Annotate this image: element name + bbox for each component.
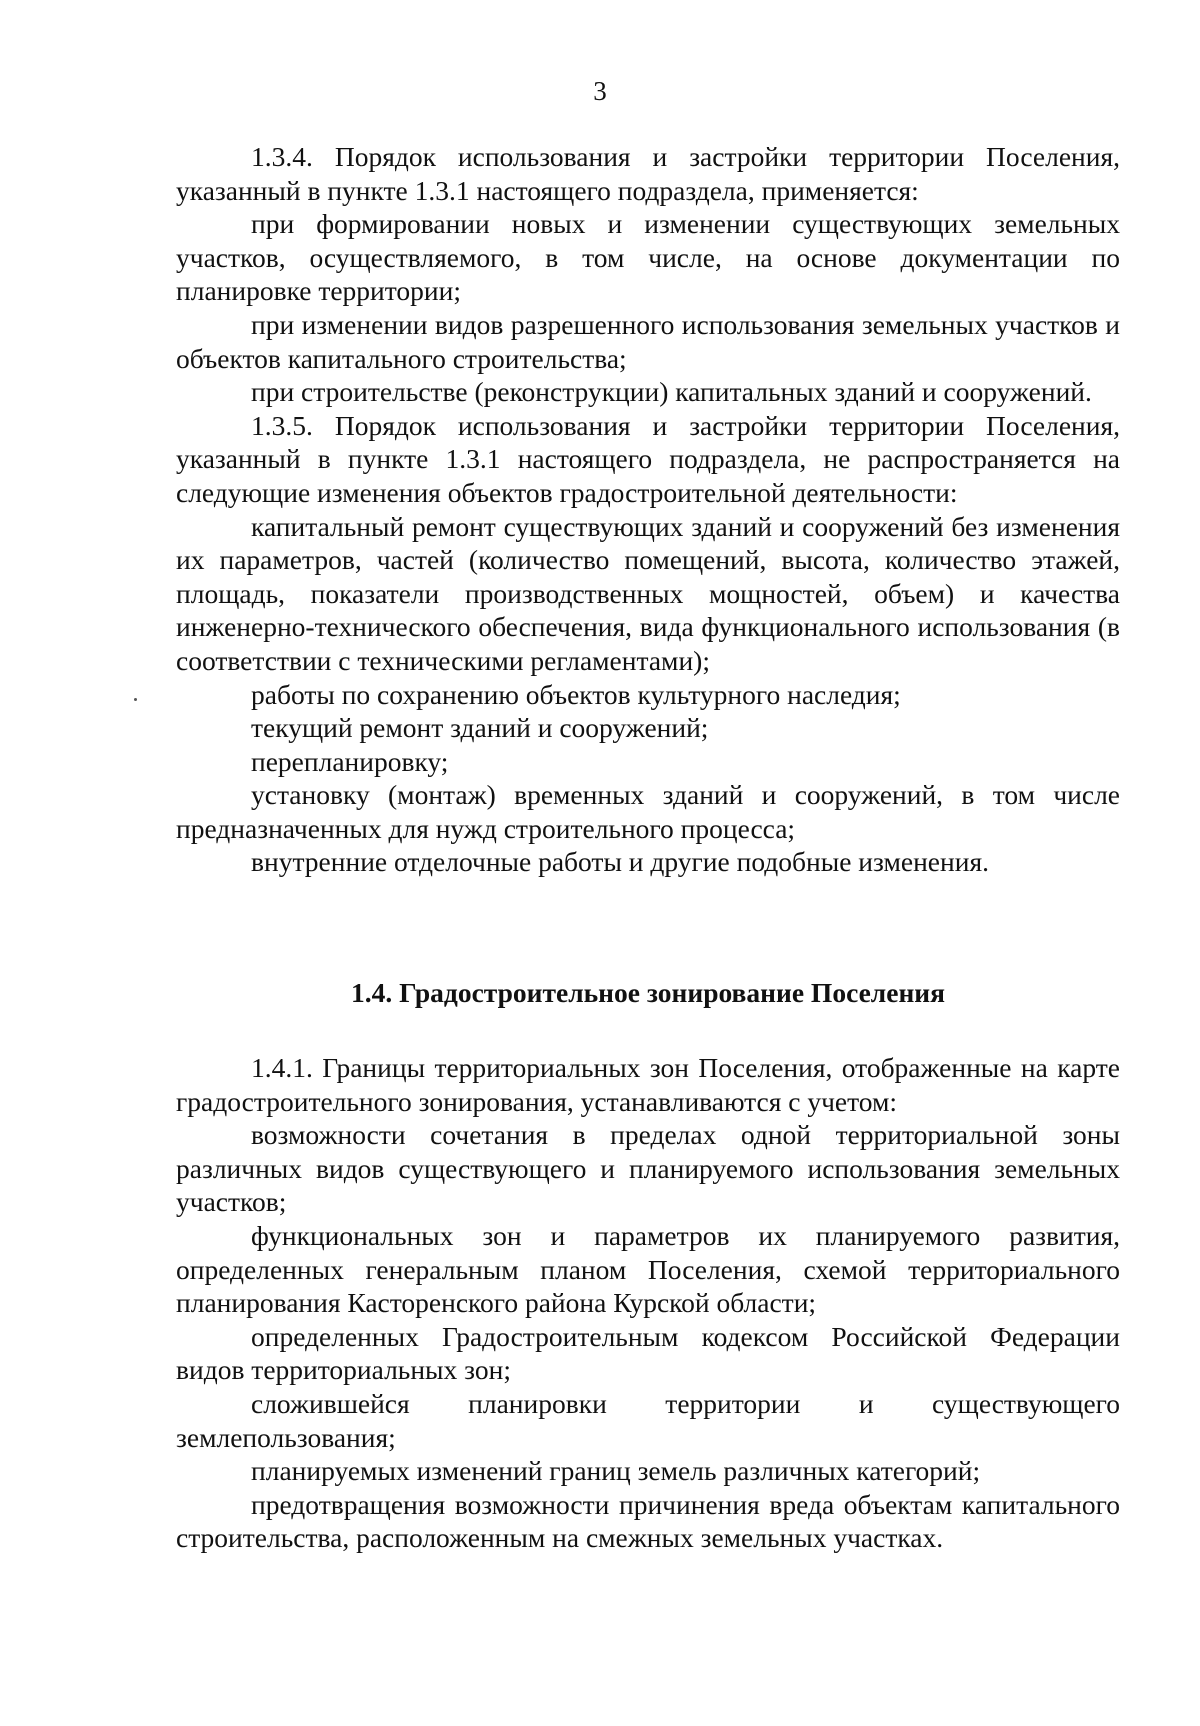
list-item: сложившейся планировки территории и существующего землепользования; <box>176 1387 1120 1453</box>
list-item: текущий ремонт зданий и сооружений; <box>251 712 709 744</box>
list-item: планируемых изменений границ земель различных категорий; <box>251 1455 981 1487</box>
list-item: капитальный ремонт существующих зданий и сооружений без изменения их параметров, частей (количество помещений, высота, количество этажей, площадь, показатели производственных мощностей, объем) и качества инженерно-технического обеспечения, вида функционального использования (в соответствии с техническими регламентами); <box>176 510 1120 676</box>
paragraph-1-4-1: 1.4.1. Границы территориальных зон Поселения, отображенные на карте градостроительного зонирования, устанавливаются с учетом: <box>176 1052 1120 1117</box>
paragraph-1-3-5: 1.3.5. Порядок использования и застройки территории Поселения, указанный в пункте 1.3.1 настоящего подраздела, не распространяется на следующие изменения объектов градостроительной деятельности: <box>176 409 1120 508</box>
list-item: при изменении видов разрешенного использования земельных участков и объектов капитального строительства; <box>176 308 1120 374</box>
page-number: 3 <box>593 76 607 106</box>
section-1-3-body <box>176 140 1120 879</box>
list-item: установку (монтаж) временных зданий и сооружений, в том числе предназначенных для нужд строительного процесса; <box>176 779 1120 844</box>
list-item: при строительстве (реконструкции) капитальных зданий и сооружений. <box>251 376 1092 408</box>
list-item: при формировании новых и изменении существующих земельных участков, осуществляемого, в том числе, на основе документации по планировке территории; <box>176 208 1120 307</box>
list-item: работы по сохранению объектов культурного наследия; <box>251 678 901 710</box>
list-item: внутренние отделочные работы и другие подобные изменения. <box>251 846 989 878</box>
list-item: предотвращения возможности причинения вреда объектам капитального строительства, расположенным на смежных земельных участках. <box>176 1488 1120 1554</box>
list-item: возможности сочетания в пределах одной территориальной зоны различных видов существующего и планируемого использования земельных участков; <box>176 1119 1120 1218</box>
list-item: перепланировку; <box>251 745 449 777</box>
section-1-4-body <box>176 1051 1120 1555</box>
list-item: определенных Градостроительным кодексом Российской Федерации видов территориальных зон; <box>176 1320 1120 1386</box>
section-heading: 1.4. Градостроительное зонирование Поселения <box>350 977 946 1008</box>
list-item: функциональных зон и параметров их планируемого развития, определенных генеральным планом Поселения, схемой территориального планирования Касторенского района Курской области; <box>176 1219 1120 1319</box>
paragraph-1-3-4: 1.3.4. Порядок использования и застройки территории Поселения, указанный в пункте 1.3.1 настоящего подраздела, применяется: <box>176 141 1120 206</box>
scan-speck <box>134 698 137 701</box>
